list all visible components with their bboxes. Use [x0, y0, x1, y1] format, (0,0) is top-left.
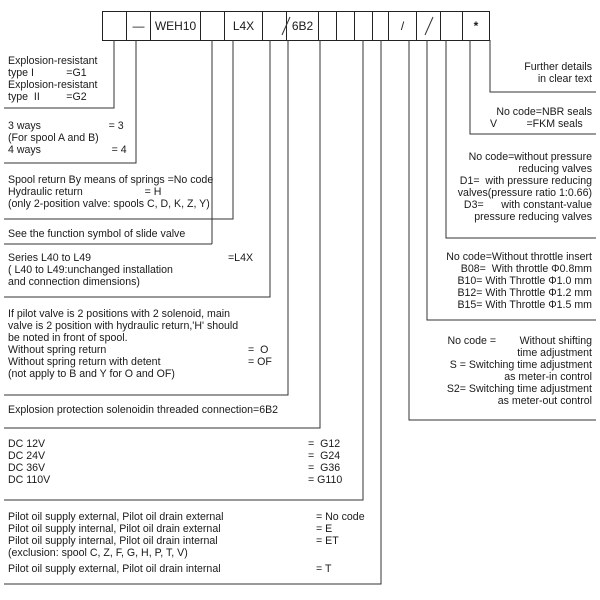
ways-line-1: 3 ways = 3 [8, 120, 124, 132]
explosion-line-2: type I =G1 [8, 67, 87, 79]
pilot-valve-line-4: Without spring return [8, 344, 107, 356]
code-cell-dash: — [127, 12, 151, 40]
ways-line-3: 4 ways = 4 [8, 144, 127, 156]
explosion-line-4: type II =G2 [8, 91, 87, 103]
throttle-line-4: B12= With Throttle Φ1.2 mm [457, 287, 592, 299]
further-line-2: in clear text [537, 73, 592, 85]
pilot-oil-label-3: (exclusion: spool C, Z, F, G, H, P, T, V) [8, 547, 188, 559]
pilot-oil-label-1: Pilot oil supply internal, Pilot oil drain external [8, 523, 221, 535]
throttle-line-1: No code=Without throttle insert [446, 251, 592, 263]
pressure-line-4: valves(pressure ratio 1:0.66) [457, 187, 592, 199]
pressure-line-6: pressure reducing valves [474, 211, 592, 223]
pilot-oil-value-1: = E [316, 523, 333, 535]
pilot-oil-value-4: = T [316, 563, 332, 575]
pilot-oil-value-2: = ET [316, 535, 339, 547]
voltage-value-3: = G110 [308, 474, 343, 486]
spool-return-line-3: (only 2-position valve: spools C, D, K, Z, Y) [8, 198, 210, 210]
voltage-label-1: DC 24V [8, 450, 46, 462]
pilot-oil-label-0: Pilot oil supply external, Pilot oil drain external [8, 511, 224, 523]
explosion-line-1: Explosion-resistant [8, 55, 98, 67]
pilot-oil-label-4: Pilot oil supply external, Pilot oil drain internal [8, 563, 221, 575]
voltage-label-2: DC 36V [8, 462, 46, 474]
code-cell-l4x: L4X [225, 12, 263, 40]
shifting-line-4: as meter-in control [504, 371, 592, 383]
shifting-line-6: as meter-out control [497, 395, 592, 407]
pilot-valve-line-1: If pilot valve is 2 positions with 2 solenoid, main [8, 308, 230, 320]
series-line-2: ( L40 to L49:unchanged installation [8, 264, 173, 276]
spool-return-line-1: Spool return By means of springs =No code [8, 174, 214, 186]
throttle-line-5: B15= With Throttle Φ1.5 mm [457, 299, 592, 311]
explosion-connection: Explosion protection solenoidin threaded connection=6B2 [8, 404, 279, 416]
shifting-line-2: time adjustment [517, 347, 592, 359]
ways-line-2: (For spool A and B) [8, 132, 99, 144]
pilot-valve-line-2: valve is 2 position with hydraulic return,'H' should [8, 320, 239, 332]
pilot-valve-line-5: Without spring return with detent [8, 356, 161, 368]
code-cell-6b2: 6B2 [287, 12, 319, 40]
series-line-1: Series L40 to L49 [8, 252, 92, 264]
throttle-line-3: B10= With Throttle Φ1.0 mm [457, 275, 592, 287]
seals-line-1: No code=NBR seals [496, 106, 592, 118]
voltage-label-0: DC 12V [8, 438, 46, 450]
seals-line-2: V =FKM seals [490, 118, 583, 130]
voltage-value-0: = G12 [308, 438, 341, 450]
shifting-line-5: S2= Switching time adjustment [446, 383, 592, 395]
pilot-oil-value-0: = No code [316, 511, 365, 523]
further-line-1: Further details [524, 61, 592, 73]
pressure-line-5: D3= with constant-value [463, 199, 592, 211]
explosion-line-3: Explosion-resistant [8, 79, 98, 91]
function-symbol: See the function symbol of slide valve [8, 228, 186, 240]
voltage-label-3: DC 110V [8, 474, 51, 486]
pilot-valve-value-o: = O [248, 344, 269, 356]
pressure-line-2: reducing valves [518, 163, 592, 175]
series-value: =L4X [228, 252, 254, 264]
pilot-valve-line-6: (not apply to B and Y for O and OF) [8, 368, 175, 380]
pressure-line-1: No code=without pressure [468, 151, 592, 163]
voltage-value-2: = G36 [308, 462, 341, 474]
series-line-3: and connection dimensions) [8, 276, 140, 288]
pressure-line-3: D1= with pressure reducing [459, 175, 592, 187]
spool-return-line-2: Hydraulic return = H [8, 186, 162, 198]
code-cell-series: WEH10 [151, 12, 201, 40]
shifting-line-1: No code = Without shifting [447, 335, 592, 347]
pilot-oil-label-2: Pilot oil supply internal, Pilot oil drain internal [8, 535, 218, 547]
shifting-line-3: S = Switching time adjustment [449, 359, 592, 371]
pilot-valve-line-3: be noted in front of spool. [8, 332, 128, 344]
code-cell-further: * [473, 19, 479, 33]
throttle-line-2: B08= With throttle Φ0.8mm [460, 263, 592, 275]
code-cell-slash: / [389, 12, 417, 40]
pilot-valve-value-of: = OF [248, 356, 272, 368]
voltage-value-1: = G24 [308, 450, 341, 462]
